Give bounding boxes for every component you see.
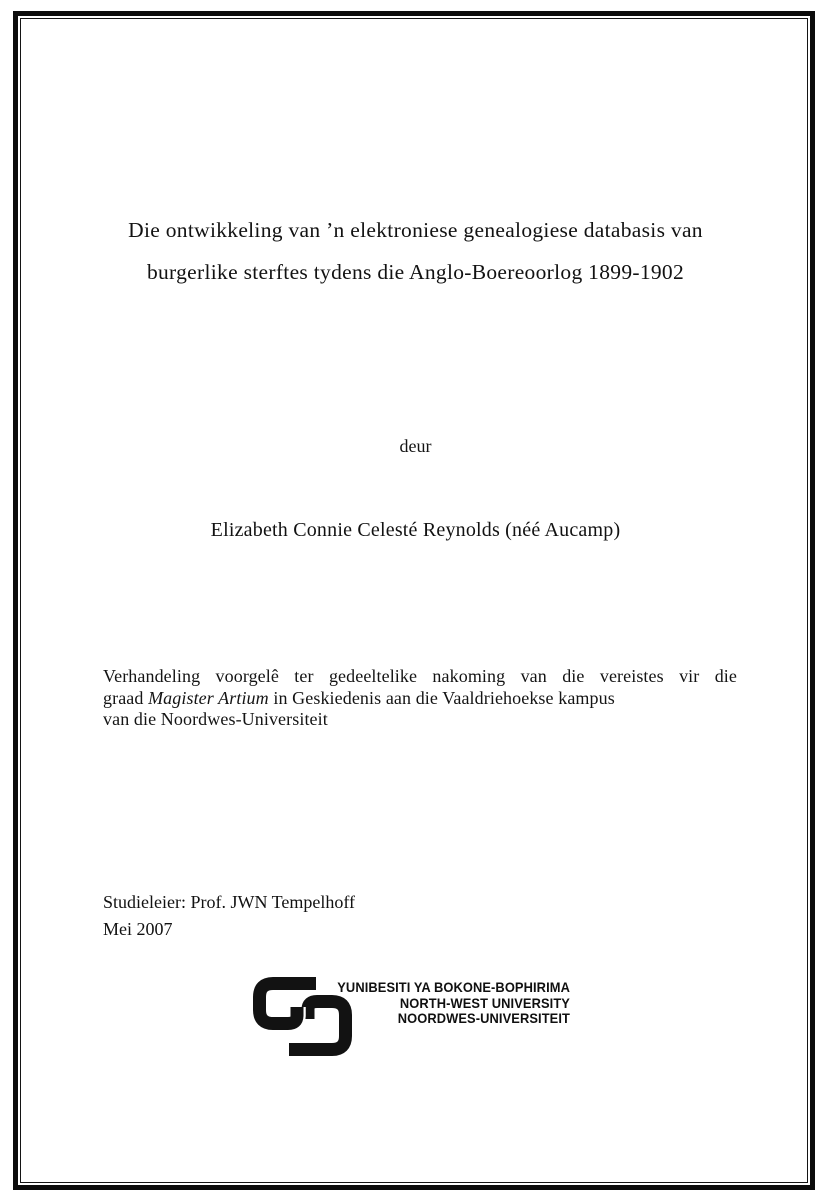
statement-line-2-prefix: graad	[103, 687, 149, 708]
statement-line-3: van die Noordwes-Universiteit	[103, 709, 328, 729]
statement-line-2	[103, 688, 737, 710]
date-line: Mei 2007	[103, 919, 173, 939]
byline-label: deur	[399, 436, 432, 456]
statement-degree-name: Magister Artium	[148, 687, 269, 708]
supervisor-block	[103, 889, 355, 943]
statement-line-1: Verhandeling voorgelê ter gedeeltelike nakoming van die vereistes vir die	[103, 666, 737, 686]
author-name: Elizabeth Connie Celesté Reynolds (néé Aucamp)	[210, 519, 621, 541]
statement-line-2-suffix: in Geskiedenis aan die Vaaldriehoekse kampus	[268, 687, 615, 708]
logo-line-setswana: YUNIBESITI YA BOKONE-BOPHIRIMA	[337, 979, 570, 995]
thesis-title	[0, 209, 831, 293]
thesis-title-line-1: Die ontwikkeling van ’n elektroniese genealogiese databasis van	[128, 218, 703, 242]
university-logo-wordmark	[337, 980, 570, 1027]
thesis-title-line-2: burgerlike sterftes tydens die Anglo-Boereoorlog 1899-1902	[146, 260, 685, 284]
supervisor-line: Studieleier: Prof. JWN Tempelhoff	[103, 892, 356, 912]
thesis-statement	[103, 666, 737, 731]
logo-line-english: NORTH-WEST UNIVERSITY	[399, 994, 570, 1011]
logo-line-afrikaans: NOORDWES-UNIVERSITEIT	[397, 1010, 570, 1026]
university-logo	[253, 976, 583, 1058]
